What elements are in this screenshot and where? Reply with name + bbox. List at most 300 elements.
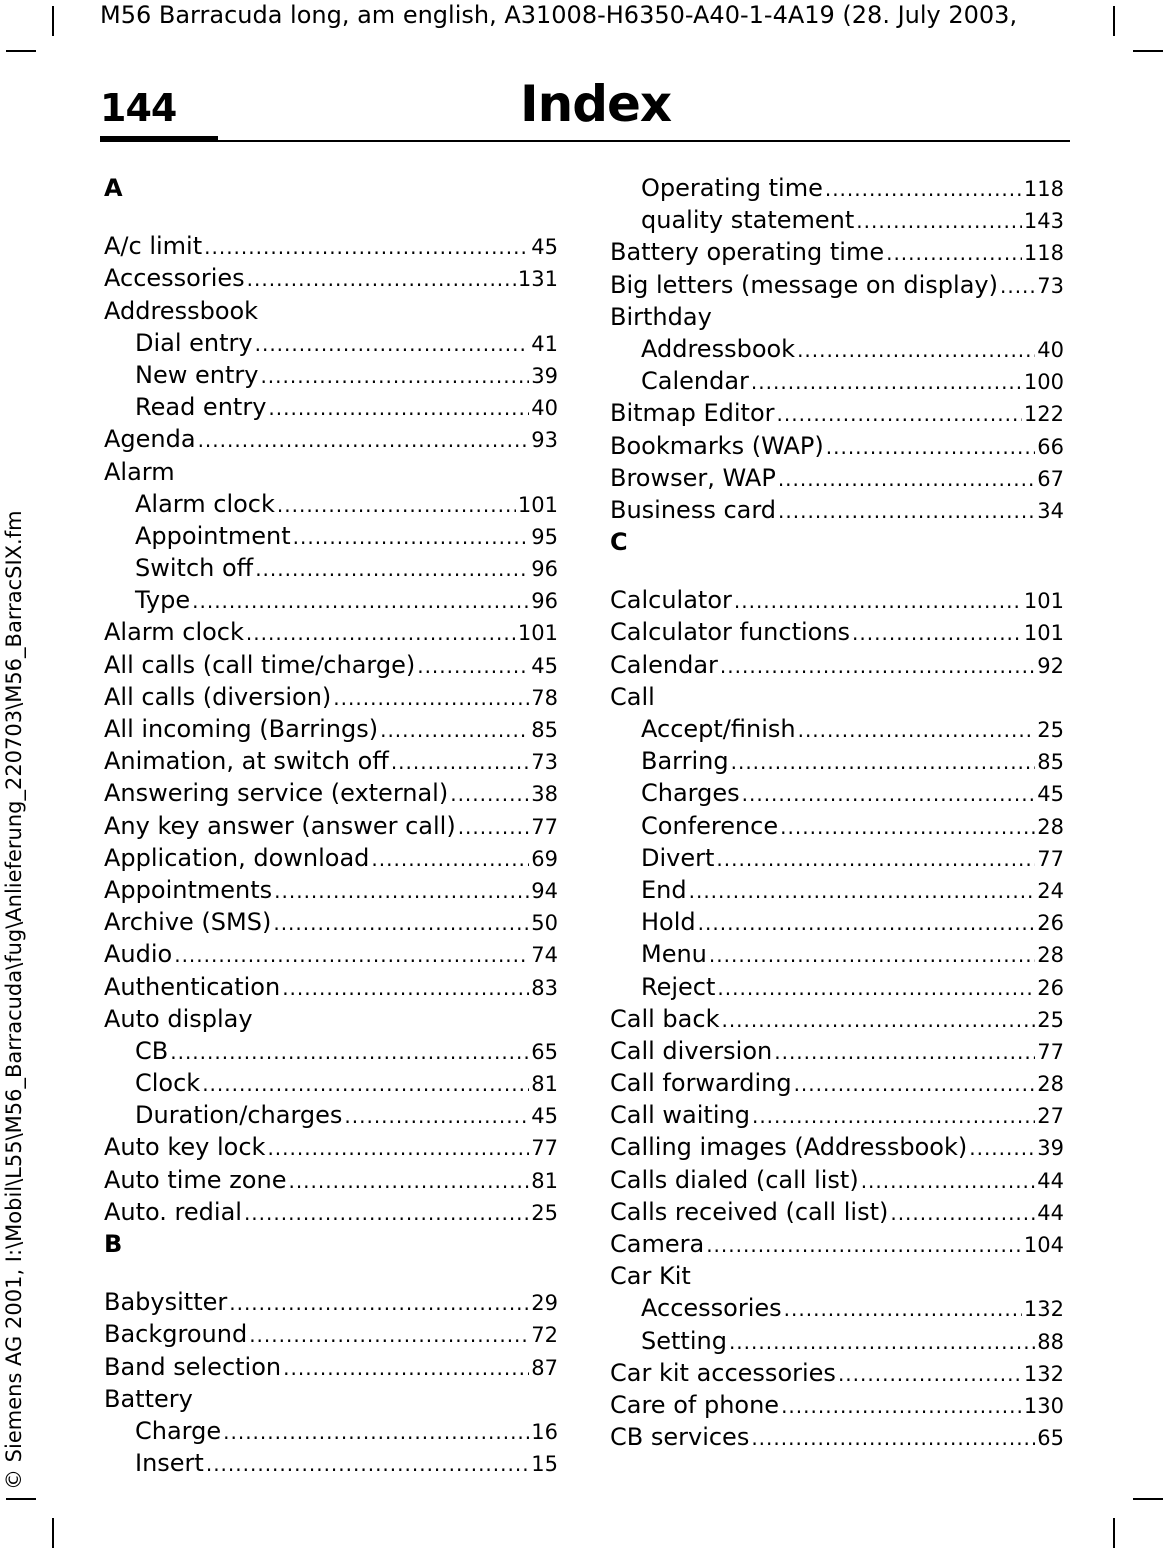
page-reference: 25 [1037, 1007, 1064, 1032]
dot-leader [277, 489, 516, 521]
dot-leader [890, 1197, 1035, 1229]
page-reference: 24 [1037, 878, 1064, 903]
index-entry [610, 462, 1064, 494]
index-term: Browser, WAP [610, 463, 776, 492]
page-reference: 44 [1037, 1200, 1064, 1225]
dot-leader [717, 972, 1035, 1004]
dot-leader [344, 1100, 529, 1132]
index-subentry [610, 842, 1064, 874]
index-subentry [610, 745, 1064, 777]
dot-leader [192, 585, 529, 617]
index-term: Calculator functions [610, 618, 851, 647]
index-term: Audio [104, 940, 173, 969]
index-entry [104, 906, 558, 938]
page-reference: 38 [531, 782, 558, 807]
dot-leader [249, 1319, 529, 1351]
index-entry [610, 1131, 1064, 1163]
index-subentry [610, 333, 1064, 365]
page-reference: 88 [1037, 1329, 1064, 1354]
index-term: Auto time zone [104, 1165, 287, 1194]
index-term: Camera [610, 1230, 705, 1258]
dot-leader [778, 463, 1035, 495]
index-term: Bookmarks (WAP) [610, 431, 824, 460]
index-term: Archive (SMS) [104, 908, 272, 937]
page-reference: 45 [531, 1104, 558, 1129]
page-reference: 28 [1037, 814, 1064, 839]
dot-leader [721, 1004, 1035, 1036]
index-term: Insert [135, 1449, 204, 1478]
index-entry [104, 874, 558, 906]
index-term: Background [104, 1320, 248, 1349]
page-reference: 26 [1037, 911, 1064, 936]
index-entry [104, 1164, 558, 1196]
index-term: quality statement [641, 206, 855, 235]
page-reference: 87 [531, 1355, 558, 1380]
page-reference: 83 [531, 975, 558, 1000]
index-term: Agenda [104, 425, 196, 454]
index-entry [610, 1035, 1064, 1067]
index-term: New entry [135, 360, 259, 389]
index-term: Animation, at switch off [104, 747, 389, 776]
page-reference: 74 [531, 943, 558, 968]
page-reference: 45 [1037, 782, 1064, 807]
index-term: Business card [610, 495, 777, 524]
index-term: Calculator [610, 586, 732, 615]
dot-leader [838, 1358, 1022, 1390]
dot-leader [780, 811, 1035, 843]
crop-mark [6, 1498, 36, 1500]
page-reference: 143 [1023, 209, 1064, 234]
index-entry [104, 777, 558, 809]
page-reference: 130 [1023, 1393, 1064, 1418]
index-subentry [610, 204, 1064, 236]
page-reference: 104 [1023, 1233, 1064, 1257]
index-entry [610, 1003, 1064, 1035]
index-entry [610, 649, 1064, 681]
index-term: Operating time [641, 174, 823, 202]
index-section-letter: C [610, 528, 628, 557]
index-term: Dial entry [135, 328, 253, 357]
index-subentry [610, 172, 1064, 204]
page-reference: 101 [517, 621, 558, 646]
page-reference: 40 [531, 396, 558, 421]
dot-leader [729, 1326, 1035, 1358]
index-subentry [104, 1447, 558, 1479]
index-entry [610, 1067, 1064, 1099]
dot-leader [720, 650, 1035, 682]
page-reference: 41 [531, 331, 558, 356]
index-subentry [610, 874, 1064, 906]
index-entry [610, 616, 1064, 648]
page-reference: 39 [531, 363, 558, 388]
section-gap [104, 1260, 558, 1286]
page-reference: 85 [1037, 750, 1064, 775]
index-term: Calendar [610, 650, 718, 679]
page-reference: 28 [1037, 1072, 1064, 1097]
index-section-letter: B [104, 1230, 123, 1258]
section-gap [610, 558, 1064, 584]
index-subentry [610, 938, 1064, 970]
index-entry [610, 1164, 1064, 1196]
index-entry [104, 262, 558, 294]
index-term: Divert [641, 843, 715, 872]
index-term: Authentication [104, 972, 281, 1001]
page-reference: 92 [1037, 653, 1064, 678]
dot-leader [417, 650, 529, 682]
page-reference: 45 [531, 653, 558, 678]
index-term: Appointment [135, 521, 291, 550]
dot-leader [267, 1132, 529, 1164]
index-section-letter: A [104, 174, 123, 202]
page-reference: 118 [1023, 177, 1064, 201]
index-term: Appointments [104, 875, 273, 904]
dot-leader [698, 907, 1036, 939]
dot-leader [288, 1165, 529, 1197]
page-reference: 101 [1023, 621, 1064, 646]
crop-mark [1133, 50, 1163, 52]
page-reference: 132 [1023, 1361, 1064, 1386]
page-reference: 131 [517, 267, 558, 292]
index-entry [610, 1389, 1064, 1421]
page-reference: 77 [1037, 846, 1064, 871]
index-subentry [104, 327, 558, 359]
index-term: End [641, 875, 687, 904]
index-subentry [104, 584, 558, 616]
page-reference: 15 [531, 1452, 558, 1477]
dot-leader [706, 1229, 1022, 1261]
dot-leader [969, 1132, 1035, 1164]
dot-leader [751, 1422, 1035, 1454]
index-entry [104, 1286, 558, 1318]
side-copyright-text: © Siemens AG 2001, I:\Mobil\L55\M56_Barracuda\fug\Anlieferung_220703\M56_BarracSIX.fm [2, 510, 26, 1490]
dot-leader [709, 939, 1035, 971]
index-subentry [104, 488, 558, 520]
index-term: Alarm clock [104, 618, 244, 647]
page-reference: 81 [531, 1168, 558, 1193]
index-subentry [610, 906, 1064, 938]
index-entry [104, 745, 558, 777]
dot-leader [204, 231, 529, 263]
index-subentry [610, 1325, 1064, 1357]
index-term: Accessories [641, 1294, 782, 1323]
index-entry [610, 584, 1064, 616]
index-subentry [610, 971, 1064, 1003]
index-heading: Call [610, 682, 655, 711]
index-entry [104, 681, 558, 713]
index-term: All incoming (Barrings) [104, 715, 379, 743]
page-reference: 101 [1023, 589, 1064, 614]
index-entry [610, 1357, 1064, 1389]
index-entry [104, 230, 558, 262]
index-subentry [104, 1067, 558, 1099]
index-entry [104, 713, 558, 745]
page-reference: 85 [531, 718, 558, 742]
dot-leader [273, 907, 529, 939]
index-entry [104, 1351, 558, 1383]
index-term: Call waiting [610, 1101, 750, 1130]
crop-mark [1133, 1498, 1163, 1500]
index-term: Babysitter [104, 1288, 228, 1317]
index-term: Accessories [104, 264, 245, 293]
index-term: Calls received (call list) [610, 1197, 889, 1226]
index-term: Duration/charges [135, 1101, 343, 1130]
dot-leader [774, 1036, 1035, 1068]
index-entry [610, 1421, 1064, 1453]
index-entry [104, 971, 558, 1003]
dot-leader [198, 424, 530, 456]
dot-leader [246, 617, 516, 649]
index-subentry [610, 777, 1064, 809]
index-term: Charges [641, 779, 740, 808]
page-reference: 25 [531, 1200, 558, 1225]
dot-leader [778, 495, 1035, 527]
page-reference: 73 [1037, 273, 1064, 298]
page-reference: 67 [1037, 466, 1064, 491]
index-heading: Auto display [104, 1004, 253, 1033]
index-term: Answering service (external) [104, 779, 449, 808]
index-term: CB services [610, 1423, 750, 1452]
page-reference: 94 [531, 878, 558, 903]
index-heading: Battery [104, 1384, 193, 1413]
dot-leader [752, 1100, 1035, 1132]
index-entry [104, 810, 558, 842]
index-term: Care of phone [610, 1390, 780, 1419]
page-reference: 96 [531, 557, 558, 582]
index-entry [610, 1196, 1064, 1228]
index-term: Switch off [135, 554, 254, 583]
index-term: Big letters (message on display) [610, 270, 998, 299]
index-entry [104, 842, 558, 874]
dot-leader [255, 328, 530, 360]
page-reference: 25 [1037, 718, 1064, 742]
page-reference: 77 [531, 1136, 558, 1161]
page-reference: 28 [1037, 943, 1064, 968]
index-term: Any key answer (answer call) [104, 811, 456, 840]
index-entry [104, 649, 558, 681]
index-entry [104, 423, 558, 455]
index-term: Application, download [104, 843, 370, 872]
crop-mark [6, 50, 36, 52]
dot-leader [751, 366, 1022, 398]
index-term: Menu [641, 940, 707, 969]
index-entry [104, 938, 558, 970]
index-subentry [104, 1099, 558, 1131]
dot-leader [333, 682, 529, 714]
index-heading: Addressbook [104, 296, 259, 325]
dot-leader [260, 360, 529, 392]
index-subentry [104, 1035, 558, 1067]
index-term: Battery operating time [610, 238, 885, 267]
page-reference: 93 [531, 428, 558, 453]
index-subentry [610, 365, 1064, 397]
index-entry [610, 1228, 1064, 1260]
index-heading: Birthday [610, 302, 712, 331]
index-subentry [104, 359, 558, 391]
index-subentry [104, 552, 558, 584]
index-term: Reject [641, 972, 716, 1001]
index-term: Read entry [135, 393, 267, 422]
index-entry [610, 397, 1064, 429]
dot-leader [886, 237, 1022, 269]
index-term: Auto key lock [104, 1133, 266, 1162]
dot-leader [174, 939, 529, 971]
crop-mark [1113, 6, 1115, 36]
page-number: 144 [100, 86, 177, 130]
page-reference: 27 [1037, 1104, 1064, 1129]
page-reference: 118 [1023, 241, 1064, 266]
dot-leader [777, 398, 1022, 430]
index-term: Alarm clock [135, 489, 275, 518]
index-term: CB [135, 1036, 169, 1065]
index-entry [610, 269, 1064, 301]
crop-mark [52, 1518, 54, 1548]
index-subentry [610, 1292, 1064, 1324]
index-term: Band selection [104, 1352, 282, 1381]
index-entry [610, 494, 1064, 526]
dot-leader [202, 1068, 529, 1100]
page-reference: 39 [1037, 1136, 1064, 1161]
page-reference: 26 [1037, 975, 1064, 1000]
dot-leader [861, 1165, 1036, 1197]
index-entry [610, 1099, 1064, 1131]
page-reference: 50 [531, 911, 558, 936]
dot-leader [716, 843, 1035, 875]
dot-leader [244, 1197, 529, 1229]
dot-leader [247, 263, 516, 295]
dot-leader [784, 1293, 1022, 1325]
dot-leader [206, 1448, 529, 1480]
dot-leader [731, 746, 1036, 778]
index-entry [104, 616, 558, 648]
page-title: Index [520, 75, 672, 133]
index-subentry [104, 391, 558, 423]
dot-leader [371, 843, 529, 875]
index-subentry [104, 1415, 558, 1447]
index-term: Auto. redial [104, 1197, 242, 1226]
page-reference: 100 [1023, 370, 1064, 395]
index-entry [610, 430, 1064, 462]
index-term: Addressbook [641, 334, 796, 363]
index-term: Accept/finish [641, 715, 796, 743]
page-reference: 69 [531, 846, 558, 871]
dot-leader [825, 173, 1022, 205]
page-reference: 45 [531, 235, 558, 260]
section-gap [104, 204, 558, 230]
dot-leader [689, 875, 1036, 907]
index-term: Call diversion [610, 1036, 773, 1065]
dot-leader [734, 585, 1022, 617]
dot-leader [283, 1352, 529, 1384]
dot-leader [856, 205, 1022, 237]
index-heading: Alarm [104, 457, 175, 486]
index-column-right [610, 172, 1064, 1453]
index-subentry [610, 810, 1064, 842]
page-reference: 96 [531, 589, 558, 614]
dot-leader [391, 746, 529, 778]
index-entry [104, 1196, 558, 1228]
dot-leader [268, 392, 529, 424]
running-header: M56 Barracuda long, am english, A31008-H6350-A40-1-4A19 (28. July 2003, [100, 1, 1018, 29]
title-rule [100, 140, 1070, 142]
index-term: Setting [641, 1326, 727, 1355]
dot-leader [229, 1287, 529, 1319]
index-heading: Car Kit [610, 1262, 691, 1291]
index-term: All calls (diversion) [104, 682, 332, 711]
page-reference: 77 [531, 814, 558, 839]
dot-leader [794, 1068, 1036, 1100]
index-term: Hold [641, 908, 696, 937]
page-reference: 40 [1037, 337, 1064, 362]
index-subentry [610, 713, 1064, 745]
dot-leader [293, 521, 530, 553]
index-term: Type [135, 586, 191, 615]
dot-leader [458, 811, 530, 843]
index-term: Barring [641, 747, 729, 776]
page-reference: 65 [1037, 1426, 1064, 1451]
page-reference: 122 [1023, 402, 1064, 427]
index-term: Calendar [641, 367, 749, 396]
crop-mark [52, 6, 54, 36]
page-reference: 73 [531, 750, 558, 775]
dot-leader [798, 714, 1036, 746]
page-reference: 29 [531, 1291, 558, 1316]
index-term: Clock [135, 1069, 201, 1098]
page-reference: 77 [1037, 1039, 1064, 1064]
dot-leader [450, 778, 529, 810]
page-reference: 16 [531, 1419, 558, 1444]
index-term: All calls (call time/charge) [104, 650, 416, 679]
index-entry [104, 1131, 558, 1163]
index-term: Charge [135, 1416, 222, 1445]
crop-mark [1113, 1518, 1115, 1548]
dot-leader [282, 972, 529, 1004]
page-reference: 65 [531, 1039, 558, 1064]
index-term: Conference [641, 811, 779, 840]
dot-leader [223, 1416, 529, 1448]
page-reference: 72 [531, 1323, 558, 1348]
dot-leader [1000, 270, 1035, 302]
index-entry [610, 236, 1064, 268]
page-reference: 44 [1037, 1168, 1064, 1193]
page-reference: 132 [1023, 1297, 1064, 1322]
dot-leader [852, 617, 1022, 649]
index-subentry [104, 520, 558, 552]
dot-leader [742, 778, 1036, 810]
dot-leader [826, 431, 1036, 463]
index-column-left [104, 172, 558, 1479]
page-reference: 78 [531, 685, 558, 710]
index-term: Call forwarding [610, 1069, 792, 1098]
index-term: Call back [610, 1004, 720, 1033]
index-term: Bitmap Editor [610, 399, 775, 428]
index-entry [104, 1318, 558, 1350]
page-reference: 101 [517, 492, 558, 517]
dot-leader [380, 714, 529, 746]
dot-leader [170, 1036, 529, 1068]
page-reference: 34 [1037, 498, 1064, 523]
index-term: A/c limit [104, 232, 203, 261]
page-reference: 95 [531, 524, 558, 549]
index-term: Car kit accessories [610, 1358, 836, 1387]
index-term: Calling images (Addressbook) [610, 1133, 968, 1162]
dot-leader [255, 553, 529, 585]
page-reference: 81 [531, 1072, 558, 1097]
dot-leader [274, 875, 529, 907]
dot-leader [781, 1390, 1022, 1422]
dot-leader [797, 334, 1035, 366]
index-term: Calls dialed (call list) [610, 1165, 859, 1194]
page-reference: 66 [1037, 434, 1064, 459]
